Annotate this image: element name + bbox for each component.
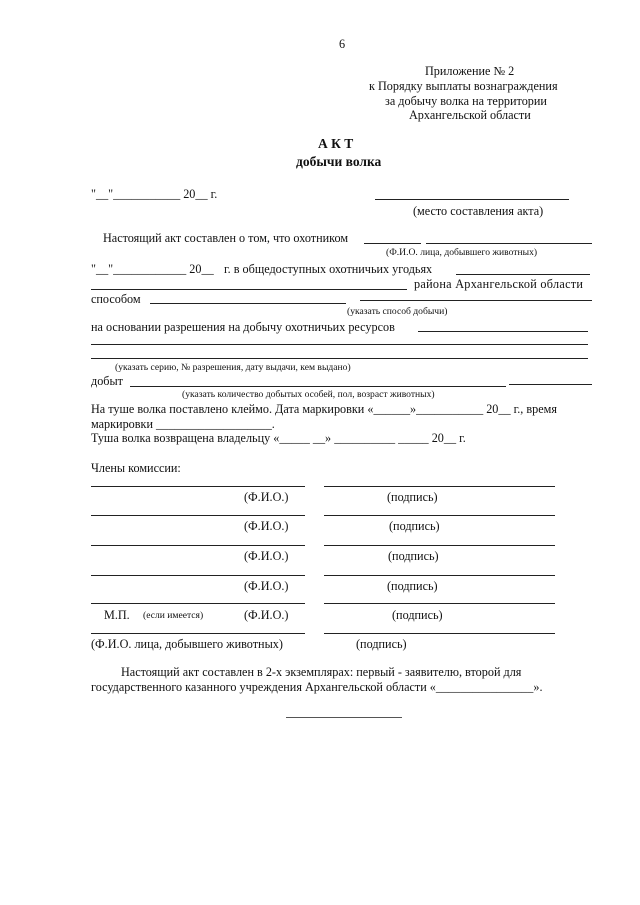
commission-fio-line[interactable] bbox=[91, 515, 305, 516]
hunter-fio-line[interactable] bbox=[91, 633, 305, 634]
hunter-short-line[interactable] bbox=[364, 243, 421, 244]
permit-line-2[interactable] bbox=[91, 344, 588, 345]
hunter-caption: (Ф.И.О. лица, добывшего животных) bbox=[386, 247, 538, 258]
appendix-line-4: Архангельской области bbox=[409, 108, 531, 122]
commission-fio-caption: (Ф.И.О.) bbox=[244, 519, 289, 533]
taken-line-2[interactable] bbox=[509, 384, 592, 385]
commission-sign-caption: (подпись) bbox=[388, 549, 439, 563]
district-text: района Архангельской области bbox=[414, 277, 584, 291]
closing-divider bbox=[286, 717, 402, 718]
document-title: А К Т bbox=[318, 136, 354, 151]
permit-line-1[interactable] bbox=[418, 331, 588, 332]
commission-sign-line[interactable] bbox=[324, 486, 555, 487]
marking-line-1: На туше волка поставлено клеймо. Дата маркировки «______»___________ 20__ г., время bbox=[91, 402, 557, 416]
method-caption: (указать способ добычи) bbox=[347, 306, 448, 317]
permit-label: на основании разрешения на добычу охотничьих ресурсов bbox=[91, 320, 395, 334]
stamp-fio-caption: (Ф.И.О.) bbox=[244, 608, 289, 622]
permit-caption: (указать серию, № разрешения, дату выдачи, кем выдано) bbox=[115, 362, 351, 373]
permit-line-3[interactable] bbox=[91, 358, 588, 359]
method-label: способом bbox=[91, 292, 141, 306]
commission-fio-caption: (Ф.И.О.) bbox=[244, 579, 289, 593]
stamp-fio-line[interactable] bbox=[91, 603, 305, 604]
stamp-sign-line[interactable] bbox=[324, 603, 555, 604]
hunter-sign-line[interactable] bbox=[324, 633, 555, 634]
commission-fio-line[interactable] bbox=[91, 575, 305, 576]
method-line-1[interactable] bbox=[150, 303, 346, 304]
intro-text: Настоящий акт составлен о том, что охотником bbox=[103, 231, 349, 245]
appendix-line-3: за добычу волка на территории bbox=[385, 94, 547, 108]
method-line-2[interactable] bbox=[360, 300, 592, 301]
hunter-sign-caption: (подпись) bbox=[356, 637, 407, 651]
hunting-grounds-line[interactable] bbox=[456, 274, 590, 275]
marking-line-2: маркировки ___________________. bbox=[91, 417, 275, 431]
hunting-grounds-text: г. в общедоступных охотничьих угодьях bbox=[224, 262, 433, 276]
carcass-return-line: Туша волка возвращена владельцу «_____ __» __________ _____ 20__ г. bbox=[91, 431, 466, 445]
appendix-line-2: к Порядку выплаты вознаграждения bbox=[369, 79, 558, 93]
final-paragraph-line-2: государственного казанного учреждения Архангельской области «________________». bbox=[91, 680, 543, 694]
taken-label: добыт bbox=[91, 374, 124, 388]
page-number: 6 bbox=[339, 37, 346, 51]
district-line[interactable] bbox=[91, 289, 407, 290]
act-date[interactable]: "__"___________ 20__ г. bbox=[91, 187, 218, 201]
hunter-fio-caption: (Ф.И.О. лица, добывшего животных) bbox=[91, 637, 283, 651]
appendix-line-1: Приложение № 2 bbox=[425, 64, 515, 78]
taken-caption: (указать количество добытых особей, пол, возраст животных) bbox=[182, 389, 435, 400]
commission-fio-caption: (Ф.И.О.) bbox=[244, 549, 289, 563]
stamp-label: М.П. bbox=[104, 608, 130, 622]
hunter-name-line[interactable] bbox=[426, 243, 592, 244]
commission-sign-caption: (подпись) bbox=[387, 579, 438, 593]
stamp-sign-caption: (подпись) bbox=[392, 608, 443, 622]
hunting-date[interactable]: "__"____________ 20__ bbox=[91, 262, 214, 276]
commission-sign-line[interactable] bbox=[324, 545, 555, 546]
commission-sign-caption: (подпись) bbox=[389, 519, 440, 533]
commission-fio-line[interactable] bbox=[91, 486, 305, 487]
commission-fio-caption: (Ф.И.О.) bbox=[244, 490, 289, 504]
document-subtitle: добычи волка bbox=[296, 154, 382, 169]
place-caption: (место составления акта) bbox=[413, 204, 544, 218]
commission-sign-caption: (подпись) bbox=[387, 490, 438, 504]
final-paragraph-line-1: Настоящий акт составлен в 2-х экземплярах: первый - заявителю, второй для bbox=[121, 665, 522, 679]
taken-line-1[interactable] bbox=[130, 386, 506, 387]
commission-sign-line[interactable] bbox=[324, 575, 555, 576]
commission-label: Члены комиссии: bbox=[91, 461, 181, 475]
commission-sign-line[interactable] bbox=[324, 515, 555, 516]
place-line[interactable] bbox=[375, 199, 569, 200]
commission-fio-line[interactable] bbox=[91, 545, 305, 546]
stamp-if-any: (если имеется) bbox=[143, 610, 204, 621]
